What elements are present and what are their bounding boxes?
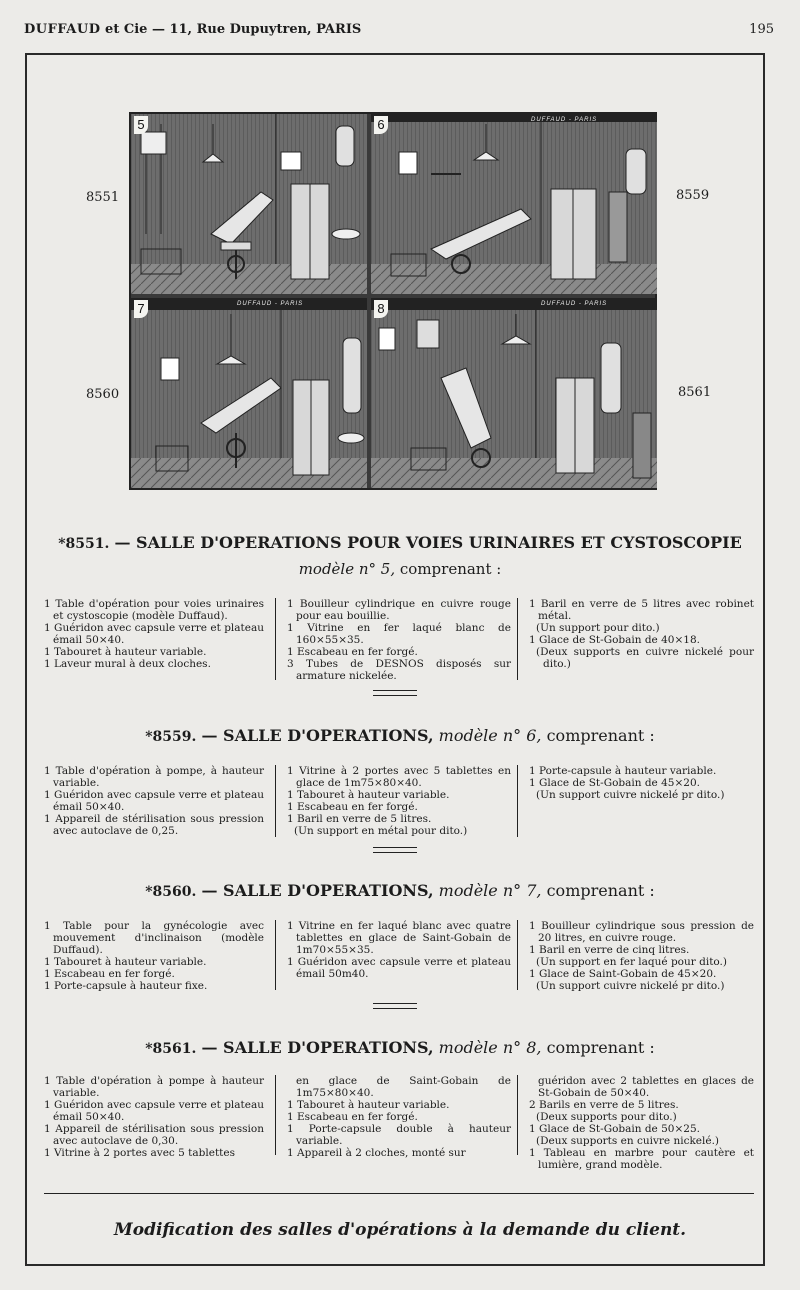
items-column-2 bbox=[529, 765, 754, 801]
section-0-subtitle bbox=[0, 560, 800, 578]
section-model: modèle n° 6, bbox=[438, 726, 542, 745]
list-item: 1 Guéridon avec capsule verre et plateau émail 50×40. bbox=[44, 622, 264, 646]
plate-6-caption: DUFFAUD - PARIS bbox=[531, 117, 598, 123]
list-item: 1 Tabouret à hauteur variable. bbox=[287, 789, 450, 801]
list-item: 1 Tabouret à hauteur variable. bbox=[44, 956, 207, 968]
section-1-items bbox=[44, 765, 764, 837]
list-item: 1 Bouilleur cylindrique en cuivre rouge pour eau bouillie. bbox=[287, 598, 511, 622]
list-item: (Un support en métal pour dito.) bbox=[294, 825, 468, 837]
list-item: 1 Porte-capsule à hauteur variable. bbox=[529, 765, 717, 777]
section-3-items bbox=[44, 1075, 764, 1171]
section-2-items bbox=[44, 920, 764, 990]
items-column-2 bbox=[529, 598, 754, 670]
section-0-title bbox=[0, 533, 800, 552]
items-column-2 bbox=[529, 920, 754, 992]
list-item: (Deux supports en cuivre nickelé pour dito.) bbox=[536, 646, 754, 670]
list-item: (Un support cuivre nickelé pr dito.) bbox=[536, 789, 725, 801]
section-number: *8559. bbox=[145, 729, 197, 745]
column-separator bbox=[517, 920, 518, 990]
list-item: 1 Escabeau en fer forgé. bbox=[287, 1111, 418, 1123]
items-column-1 bbox=[287, 1075, 511, 1159]
section-divider bbox=[373, 690, 417, 696]
section-2-title bbox=[0, 881, 800, 900]
list-item: 1 Glace de St-Gobain de 45×20. bbox=[529, 777, 700, 789]
section-3-title bbox=[0, 1038, 800, 1057]
section-suffix: comprenant : bbox=[546, 726, 655, 745]
section-model: modèle n° 7, bbox=[438, 881, 542, 900]
items-column-0 bbox=[44, 598, 264, 670]
section-suffix: comprenant : bbox=[399, 560, 502, 578]
list-item: 1 Escabeau en fer forgé. bbox=[44, 968, 175, 980]
column-separator bbox=[275, 920, 276, 990]
page-header bbox=[24, 22, 774, 44]
column-separator bbox=[517, 765, 518, 837]
list-item: (Un support en fer laqué pour dito.) bbox=[536, 956, 727, 968]
items-column-0 bbox=[44, 1075, 264, 1159]
list-item: guéridon avec 2 tablettes en glaces de St-Gobain de 50×40. bbox=[538, 1075, 754, 1099]
list-item: (Un support pour dito.) bbox=[536, 622, 660, 634]
column-separator bbox=[275, 1075, 276, 1155]
list-item: 1 Guéridon avec capsule verre et plateau émail 50×40. bbox=[44, 789, 264, 813]
list-item: 1 Guéridon avec capsule verre et plateau émail 50×40. bbox=[44, 1099, 264, 1123]
list-item: (Un support cuivre nickelé pr dito.) bbox=[536, 980, 725, 992]
list-item: 1 Baril en verre de 5 litres. bbox=[287, 813, 432, 825]
list-item: 1 Baril en verre de 5 litres avec robinet métal. bbox=[529, 598, 754, 622]
section-divider bbox=[373, 1003, 417, 1009]
items-column-0 bbox=[44, 765, 264, 837]
list-item: 3 Tubes de DESNOS disposés sur armature nickelée. bbox=[287, 658, 511, 682]
list-item: 1 Vitrine à 2 portes avec 5 tablettes bbox=[44, 1147, 235, 1159]
plate-8-illustration bbox=[371, 298, 657, 488]
section-number: *8561. bbox=[145, 1041, 197, 1057]
list-item: 1 Tabouret à hauteur variable. bbox=[44, 646, 207, 658]
column-separator bbox=[275, 765, 276, 837]
list-item: 1 Escabeau en fer forgé. bbox=[287, 801, 418, 813]
list-item: 1 Table d'opération à pompe, à hauteur variable. bbox=[44, 765, 264, 789]
header-street: — 11, Rue Dupuytren, PARIS bbox=[151, 22, 362, 37]
list-item: 2 Barils en verre de 5 litres. bbox=[529, 1099, 679, 1111]
section-heading: — SALLE D'OPERATIONS, bbox=[201, 1038, 434, 1057]
footer-rule bbox=[44, 1193, 754, 1194]
items-column-1 bbox=[287, 765, 511, 837]
list-item: 1 Table pour la gynécologie avec mouvement d'inclinaison (modèle Duffaud). bbox=[44, 920, 264, 956]
list-item: 1 Glace de St-Gobain de 40×18. bbox=[529, 634, 700, 646]
plates-grid bbox=[129, 112, 657, 490]
list-item: (Deux supports en cuivre nickelé.) bbox=[536, 1135, 720, 1147]
items-column-1 bbox=[287, 920, 511, 980]
section-heading: — SALLE D'OPERATIONS POUR VOIES URINAIRES ET CYSTOSCOPIE bbox=[114, 533, 742, 552]
column-separator bbox=[517, 598, 518, 680]
list-item: 1 Guéridon avec capsule verre et plateau émail 50m40. bbox=[287, 956, 511, 980]
section-suffix: comprenant : bbox=[546, 1038, 655, 1057]
items-column-0 bbox=[44, 920, 264, 992]
section-number: *8560. bbox=[145, 884, 197, 900]
list-item: 1 Appareil de stérilisation sous pression avec autoclave de 0,25. bbox=[44, 813, 264, 837]
list-item: 1 Vitrine à 2 portes avec 5 tablettes en glace de 1m75×80×40. bbox=[287, 765, 511, 789]
items-column-2 bbox=[529, 1075, 754, 1171]
plate-8-number: 8 bbox=[374, 300, 388, 318]
ref-8561: 8561 bbox=[678, 385, 712, 400]
plate-7-number: 7 bbox=[134, 300, 148, 318]
list-item: 1 Appareil à 2 cloches, monté sur bbox=[287, 1147, 466, 1159]
list-item: 1 Glace de Saint-Gobain de 45×20. bbox=[529, 968, 717, 980]
section-model: modèle n° 5, bbox=[298, 560, 396, 578]
section-model: modèle n° 8, bbox=[438, 1038, 542, 1057]
section-number: *8551. bbox=[58, 536, 110, 552]
section-heading: — SALLE D'OPERATIONS, bbox=[201, 726, 434, 745]
list-item: en glace de Saint-Gobain de 1m75×80×40. bbox=[296, 1075, 511, 1099]
list-item: 1 Bouilleur cylindrique sous pression de 20 litres, en cuivre rouge. bbox=[529, 920, 754, 944]
plate-6-illustration bbox=[371, 114, 657, 294]
list-item: 1 Tableau en marbre pour cautère et lumière, grand modèle. bbox=[529, 1147, 754, 1171]
plate-7-illustration bbox=[131, 298, 367, 488]
list-item: 1 Baril en verre de cinq litres. bbox=[529, 944, 690, 956]
list-item: 1 Table d'opération pour voies urinaires et cystoscopie (modèle Duffaud). bbox=[44, 598, 264, 622]
plate-5-number: 5 bbox=[134, 116, 148, 134]
header-brand: DUFFAUD bbox=[24, 22, 101, 37]
list-item: 1 Escabeau en fer forgé. bbox=[287, 646, 418, 658]
list-item: 1 Table d'opération à pompe à hauteur variable. bbox=[44, 1075, 264, 1099]
column-separator bbox=[275, 598, 276, 680]
list-item: (Deux supports pour dito.) bbox=[536, 1111, 677, 1123]
footer-note: Modification des salles d'opérations à la demande du client. bbox=[113, 1220, 687, 1240]
section-0-items bbox=[44, 598, 764, 680]
ref-8559: 8559 bbox=[676, 188, 710, 203]
header-address bbox=[24, 22, 361, 37]
page-number: 195 bbox=[749, 22, 774, 37]
list-item: 1 Vitrine en fer laqué blanc avec quatre tablettes en glace de Saint-Gobain de 1m70×55×35. bbox=[287, 920, 511, 956]
plate-6-number: 6 bbox=[374, 116, 388, 134]
list-item: 1 Tabouret à hauteur variable. bbox=[287, 1099, 450, 1111]
section-divider bbox=[373, 847, 417, 853]
section-suffix: comprenant : bbox=[546, 881, 655, 900]
items-column-1 bbox=[287, 598, 511, 682]
plate-8-caption: DUFFAUD - PARIS bbox=[541, 301, 608, 307]
plate-5-illustration bbox=[131, 114, 367, 294]
ref-8551: 8551 bbox=[86, 190, 120, 205]
plate-7-caption: DUFFAUD - PARIS bbox=[237, 301, 304, 307]
section-heading: — SALLE D'OPERATIONS, bbox=[201, 881, 434, 900]
list-item: 1 Laveur mural à deux cloches. bbox=[44, 658, 211, 670]
ref-8560: 8560 bbox=[86, 387, 120, 402]
list-item: 1 Porte-capsule à hauteur fixe. bbox=[44, 980, 208, 992]
list-item: 1 Appareil de stérilisation sous pression avec autoclave de 0,30. bbox=[44, 1123, 264, 1147]
list-item: 1 Glace de St-Gobain de 50×25. bbox=[529, 1123, 700, 1135]
column-separator bbox=[517, 1075, 518, 1155]
header-company: et Cie bbox=[105, 22, 148, 37]
list-item: 1 Vitrine en fer laqué blanc de 160×55×35. bbox=[287, 622, 511, 646]
section-1-title bbox=[0, 726, 800, 745]
list-item: 1 Porte-capsule double à hauteur variable. bbox=[287, 1123, 511, 1147]
